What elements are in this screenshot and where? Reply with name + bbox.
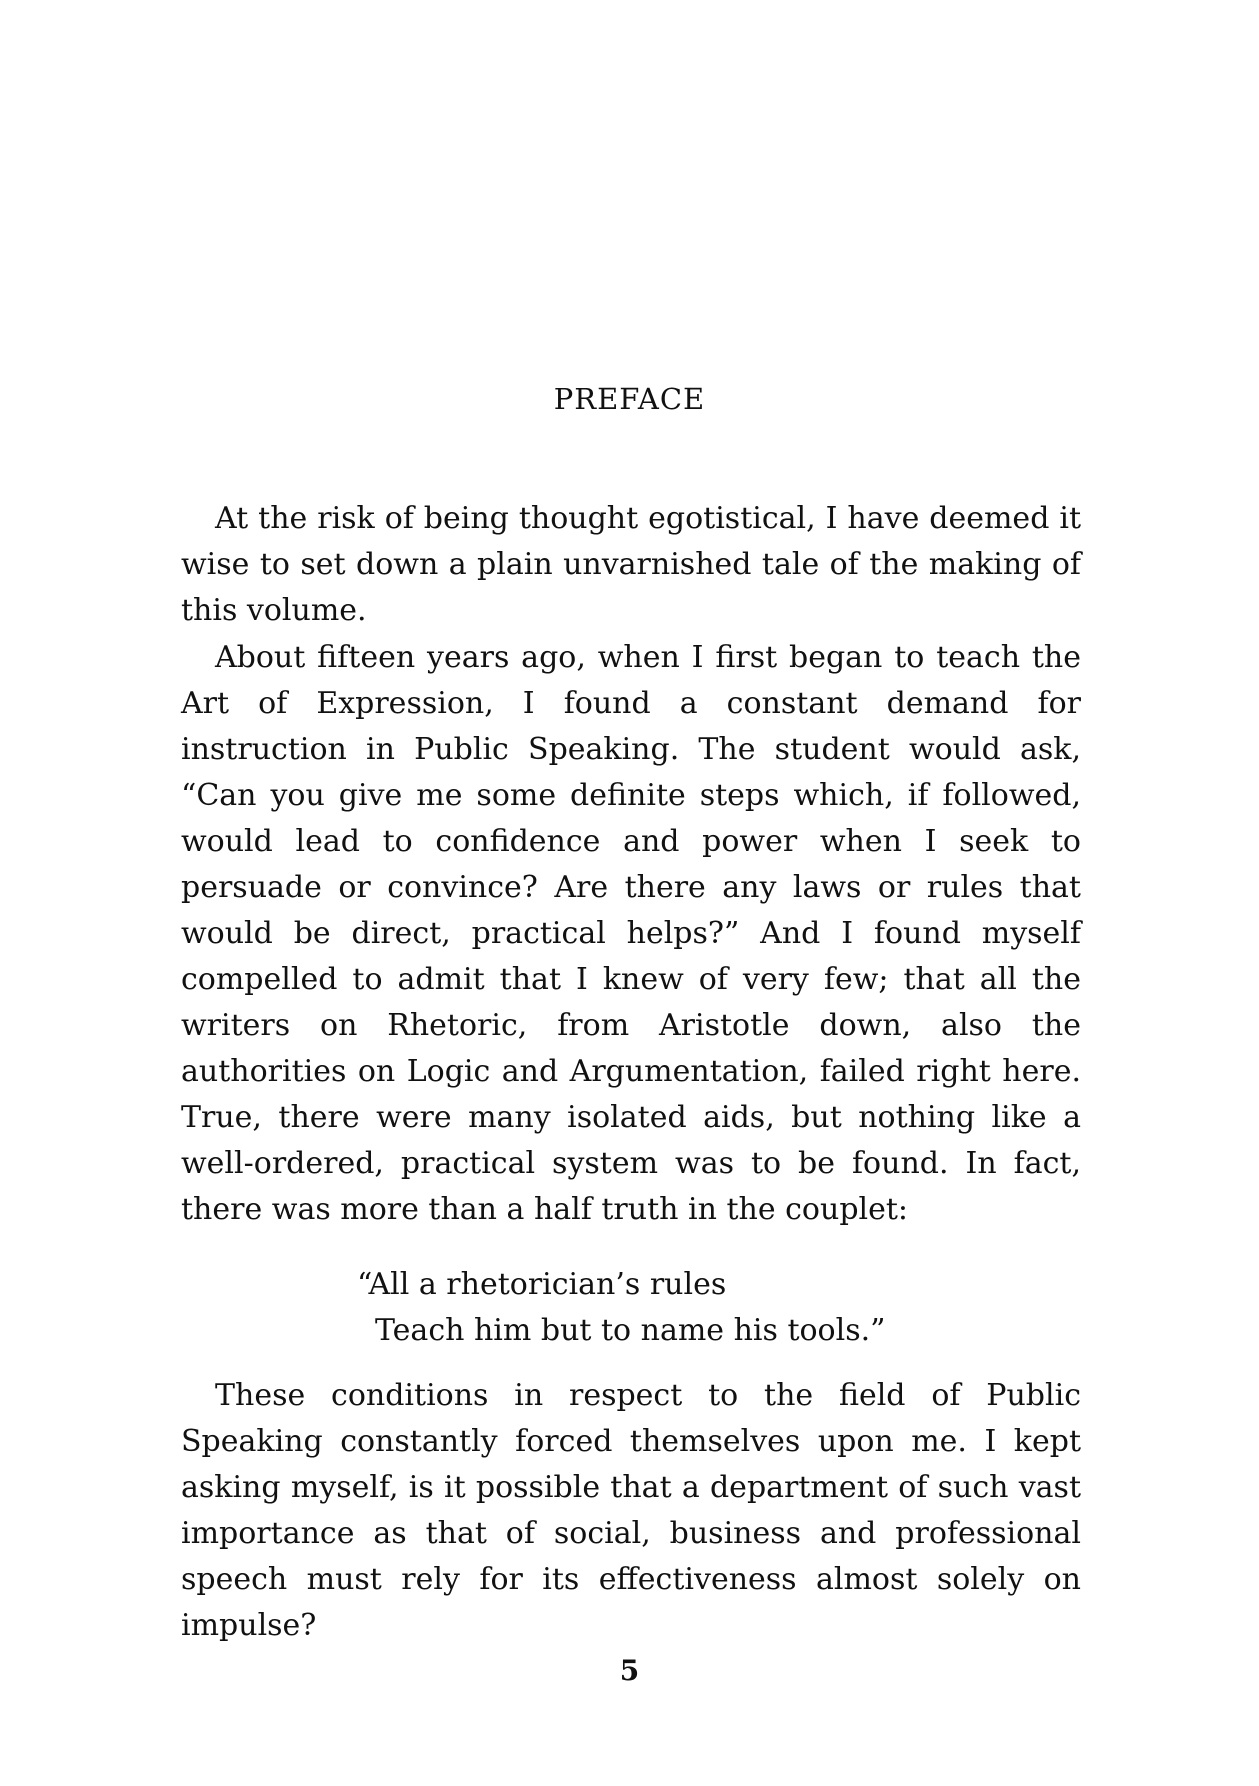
paragraph: At the risk of being thought egotistical, I have deemed it wise to set down a plain unvarnished tale of the making of this volume. xyxy=(181,501,1081,628)
paragraph-3-block xyxy=(181,1373,1081,1649)
paragraph-2-block xyxy=(181,635,1081,1233)
page-number: 5 xyxy=(619,1654,640,1687)
verse-couplet xyxy=(357,1262,885,1354)
page-title: PREFACE xyxy=(553,382,706,416)
paragraph: About fifteen years ago, when I first began to teach the Art of Expression, I found a constant demand for instruction in Public Speaking. The student would ask, “Can you give me some definite steps which, if followed, would lead to confidence and power when I seek to persuade or convince? Are there any laws or rules that would be direct, practical helps?” And I found myself compelled to admit that I knew of very few; that all the writers on Rhetoric, from Aristotle down, also the authorities on Logic and Argumentation, failed right here. True, there were many isolated aids, but nothing like a well-ordered, practical system was to be found. In fact, there was more than a half truth in the couplet: xyxy=(181,640,1081,1227)
verse-line-1: “All a rhetorician’s rules xyxy=(357,1267,727,1302)
paragraph-1-block xyxy=(181,496,1081,634)
paragraph: These conditions in respect to the field of Public Speaking constantly forced themselves upon me. I kept asking myself, is it possible that a department of such vast importance as that of social, business and professional speech must rely for its effectiveness almost solely on impulse? xyxy=(181,1378,1081,1643)
verse-line-2: Teach him but to name his tools.” xyxy=(375,1313,886,1348)
